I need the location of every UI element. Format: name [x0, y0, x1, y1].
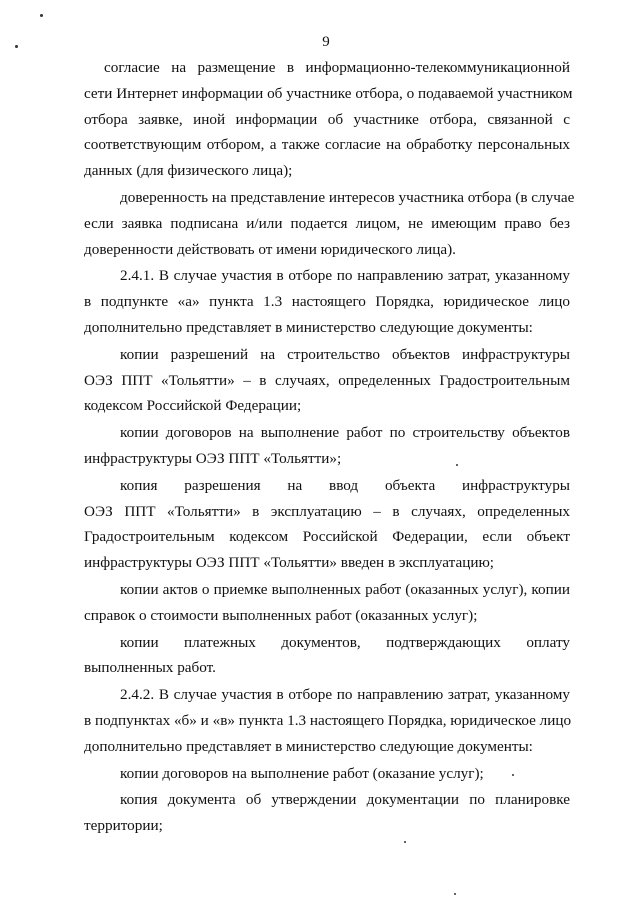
text-line: справок о стоимости выполненных работ (оказанных услуг);: [84, 606, 478, 624]
text-line: доверенности действовать от имени юридического лица).: [84, 240, 456, 258]
paragraph-commissioning-permit: [84, 473, 570, 576]
paragraph-planning-approval: [84, 787, 570, 839]
page-number: 9: [322, 34, 330, 50]
text-line: копия разрешения на ввод объекта инфраструктуры: [120, 476, 570, 494]
scan-speck: [40, 14, 43, 17]
text-line: копии разрешений на строительство объектов инфраструктуры: [120, 345, 570, 363]
text-line: инфраструктуры ОЭЗ ППТ «Тольятти» введен в эксплуатацию;: [84, 554, 495, 572]
text-line: Градостроительным кодексом Российской Федерации, если объект: [84, 528, 570, 546]
text-line: копии договоров на выполнение работ по строительству объектов: [120, 424, 570, 442]
text-line: инфраструктуры ОЭЗ ППТ «Тольятти»;: [84, 449, 342, 467]
text-line: в подпункте «а» пункта 1.3 настоящего Порядка, юридическое лицо: [84, 293, 570, 311]
text-line: доверенность на представление интересов участника отбора (в случае: [120, 188, 575, 206]
paragraph-consent: [84, 55, 573, 184]
text-line: копия документа об утверждении документации по планировке: [120, 791, 570, 809]
paragraph-clause-2-4-1: [84, 263, 570, 340]
text-line: ОЭЗ ППТ «Тольятти» – в случаях, определенных Градостроительным: [84, 371, 570, 389]
text-line: данных (для физического лица);: [84, 162, 293, 180]
text-line: дополнительно представляет в министерство следующие документы:: [84, 318, 533, 336]
text-line: если заявка подписана и/или подается лицом, не имеющим право без: [84, 214, 570, 232]
text-line: кодексом Российской Федерации;: [84, 397, 302, 415]
paragraph-clause-2-4-2: [84, 682, 570, 759]
text-line: дополнительно представляет в министерство следующие документы:: [84, 737, 533, 755]
scan-speck: [454, 893, 456, 895]
text-line: территории;: [84, 817, 163, 835]
text-line: отбора заявке, иной информации об участнике отбора, связанной с: [84, 110, 570, 128]
text-line: 2.4.1. В случае участия в отборе по направлению затрат, указанному: [120, 267, 570, 285]
paragraph-construction-contracts: [84, 420, 570, 472]
paragraph-service-contracts: [84, 761, 570, 787]
text-line: выполненных работ.: [84, 659, 216, 677]
paragraph-construction-permits: [84, 342, 570, 419]
text-line: 2.4.2. В случае участия в отборе по направлению затрат, указанному: [120, 686, 570, 704]
paragraph-power-of-attorney: [84, 185, 575, 262]
document-body: [84, 55, 575, 839]
text-line: копии актов о приемке выполненных работ (оказанных услуг), копии: [120, 580, 570, 598]
text-line: копии договоров на выполнение работ (оказание услуг);: [120, 764, 484, 782]
scan-speck: [404, 841, 406, 843]
text-line: согласие на размещение в информационно-телекоммуникационной: [104, 59, 570, 76]
text-line: соответствующим отбором, а также согласие на обработку персональных: [84, 136, 570, 154]
text-line: копии платежных документов, подтверждающих оплату: [120, 633, 570, 651]
paragraph-acceptance-acts: [84, 577, 570, 629]
text-line: ОЭЗ ППТ «Тольятти» в эксплуатацию – в случаях, определенных: [84, 502, 570, 520]
text-line: сети Интернет информации об участнике отбора, о подаваемой участником: [84, 84, 573, 102]
text-line: в подпунктах «б» и «в» пункта 1.3 настоящего Порядка, юридическое лицо: [84, 711, 572, 729]
paragraph-payment-documents: [84, 630, 570, 682]
